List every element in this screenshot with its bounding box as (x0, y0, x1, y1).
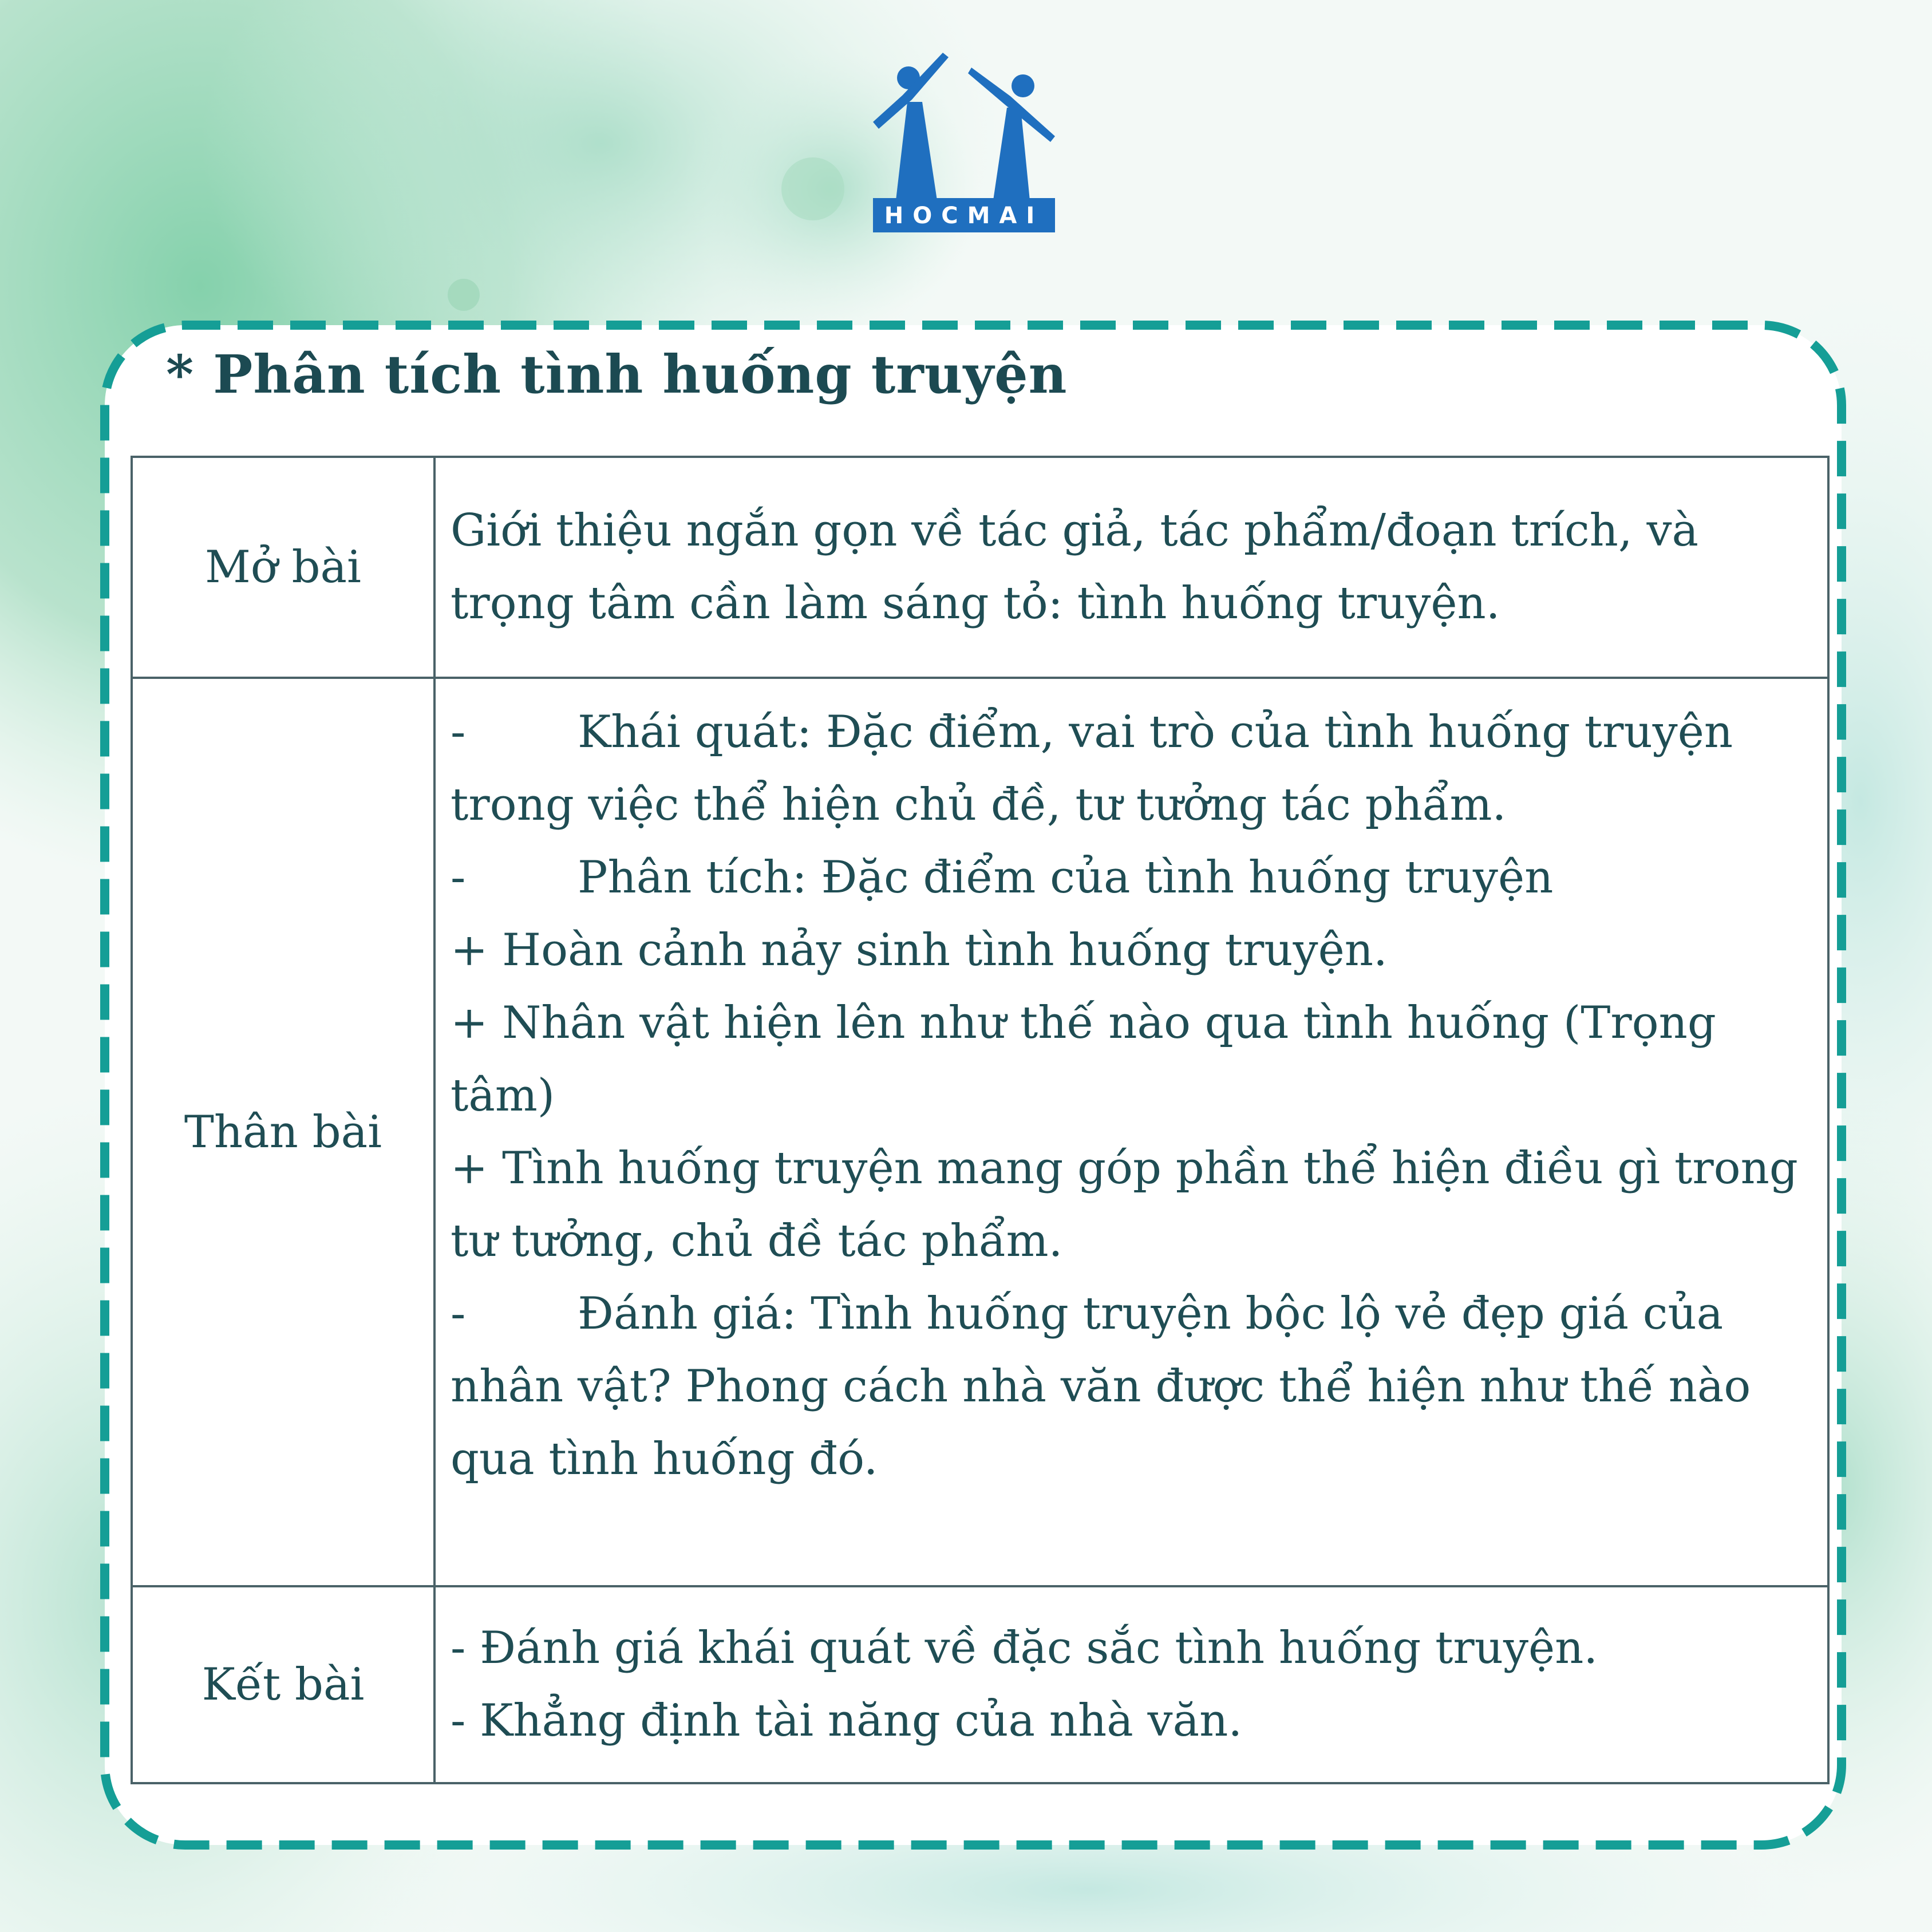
page-title: * Phân tích tình huống truyện (166, 343, 1068, 405)
item-text: Đánh giá: Tình huống truyện bộc lộ vẻ đẹp giá của nhân vật? Phong cách nhà văn được thể hiện như thế nào qua tình huống đó. (451, 1287, 1751, 1485)
content-line: + Tình huống truyện mang góp phần thể hiện điều gì trong tư tưởng, chủ đề tác phẩm. (451, 1142, 1798, 1267)
logo-text: HOCMAI (884, 203, 1044, 229)
bullet-dash: - (451, 706, 466, 758)
content-line: + Hoàn cảnh nảy sinh tình huống truyện. (451, 924, 1388, 976)
content-line (451, 696, 1814, 841)
row-content-mo-bai (434, 457, 1828, 678)
table-row (132, 457, 1828, 678)
content-line: - Đánh giá khái quát về đặc sắc tình huống truyện. (451, 1622, 1598, 1674)
hocmai-logo[interactable] (873, 50, 1059, 232)
item-text: Phân tích: Đặc điểm của tình huống truyện (578, 851, 1554, 903)
content-line: - Khẳng định tài năng của nhà văn. (451, 1695, 1243, 1747)
content-line: Giới thiệu ngắn gọn về tác giả, tác phẩm/đoạn trích, và trọng tâm cần làm sáng tỏ: tình huống truyện. (451, 505, 1699, 629)
row-content-ket-bai (434, 1586, 1828, 1783)
spacer (451, 1496, 1814, 1568)
content-line: + Nhân vật hiện lên như thế nào qua tình huống (Trọng tâm) (451, 997, 1716, 1121)
table-row (132, 1586, 1828, 1783)
bullet-dash: - (451, 851, 466, 903)
content-line (451, 1278, 1814, 1496)
essay-outline-table (131, 456, 1830, 1784)
table-row (132, 678, 1828, 1586)
row-content-than-bai (434, 678, 1828, 1586)
row-label-than-bai: Thân bài (132, 678, 434, 1586)
row-label-ket-bai: Kết bài (132, 1586, 434, 1783)
item-text: Khái quát: Đặc điểm, vai trò của tình huống truyện trong việc thể hiện chủ đề, tư tưởng tác phẩm. (451, 706, 1733, 831)
row-label-mo-bai: Mở bài (132, 457, 434, 678)
bullet-dash: - (451, 1287, 466, 1340)
content-line (451, 841, 1814, 914)
